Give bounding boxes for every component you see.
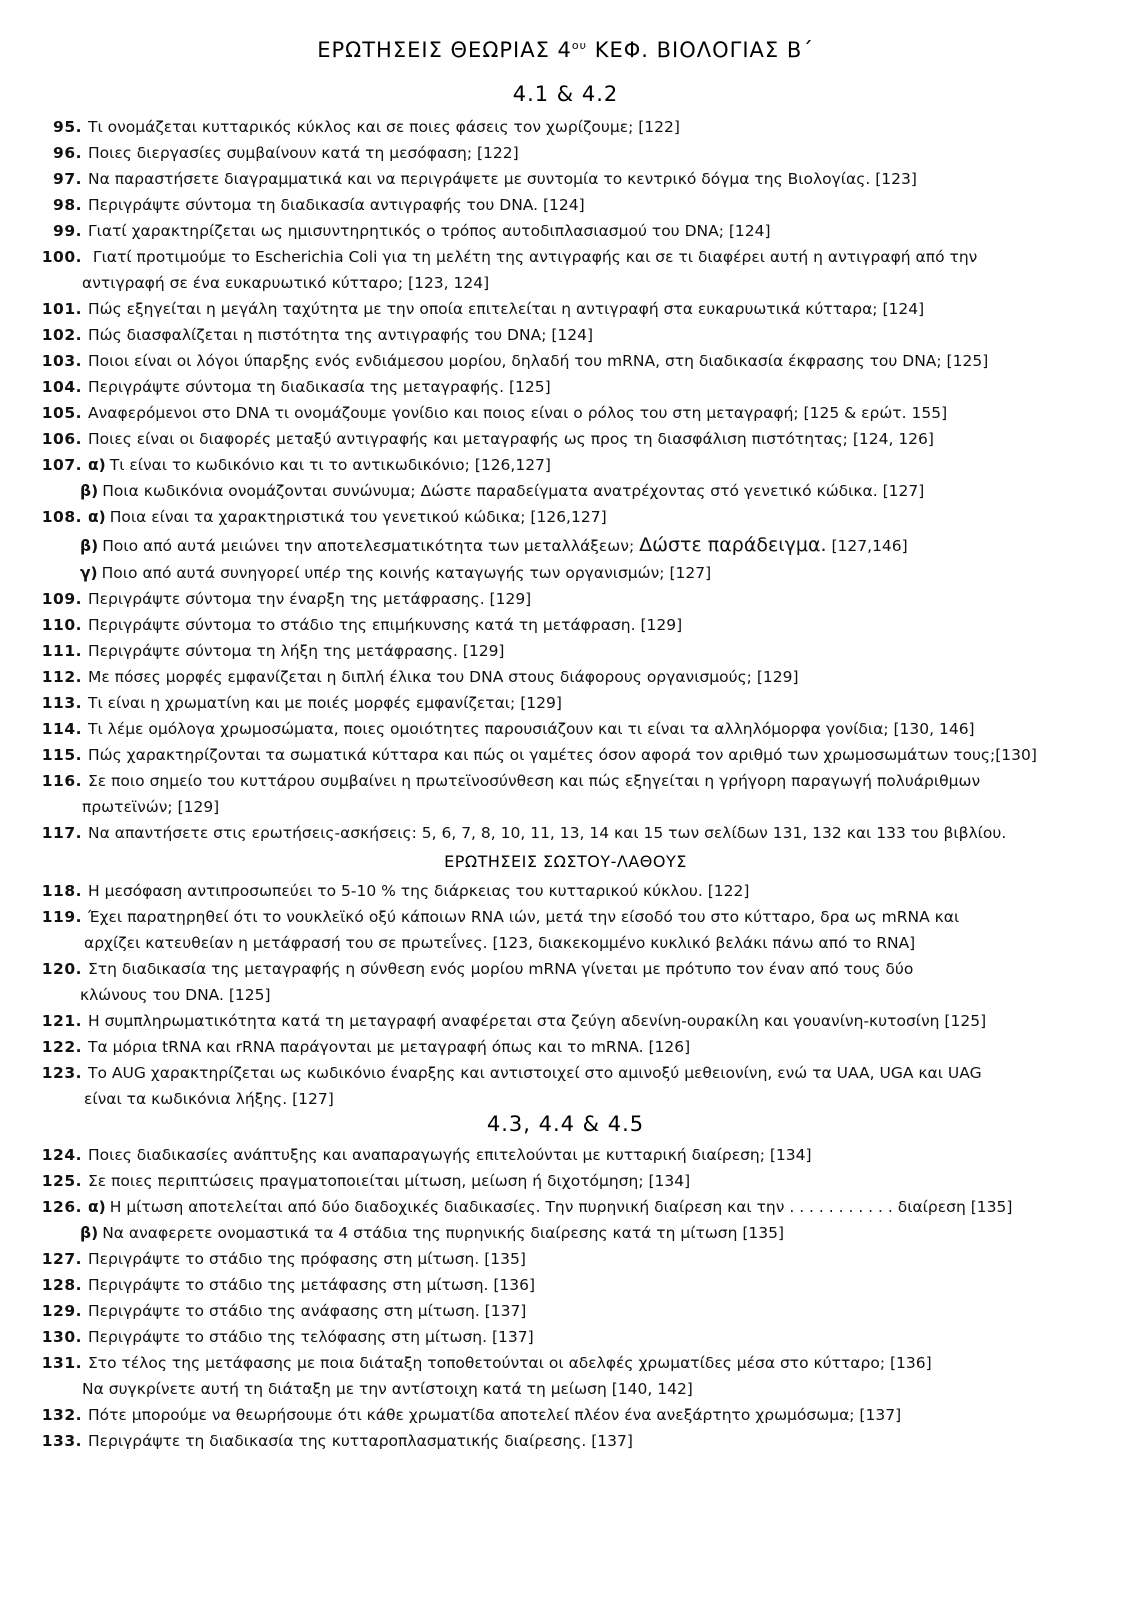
question-105: 105. Αναφερόμενοι στο DNA τι ονομάζουμε γονίδιο και ποιος είναι ο ρόλος του στη μεταγραφή; [125 & ερώτ. 155] (41, 404, 948, 422)
question-103: 103. Ποιοι είναι οι λόγοι ύπαρξης ενός ενδιάμεσου μορίου, δηλαδή του mRNA, στη διαδικασία έκφρασης του DNA; [125] (41, 352, 989, 370)
question-108: 108. α) Ποια είναι τα χαρακτηριστικά του γενετικού κώδικα; [126,127] (41, 508, 607, 526)
question-108-part-b: β) Ποιο από αυτά μειώνει την αποτελεσματικότητα των μεταλλάξεων; Δώστε παράδειγμα. [127,146] (80, 534, 908, 556)
question-114: 114. Τι λέμε ομόλογα χρωμοσώματα, ποιες ομοιότητες παρουσιάζουν και τι είναι τα αλληλόμορφα γονίδια; [130, 146] (41, 720, 975, 738)
question-116: 116. Σε ποιο σημείο του κυττάρου συμβαίνει η πρωτεϊνοσύνθεση και πώς εξηγείται η γρήγορη παραγωγή πολυάριθμων (41, 772, 981, 790)
question-100-continuation: αντιγραφή σε ένα ευκαρυωτικό κύτταρο; [123, 124] (82, 274, 490, 292)
question-95: 95. Τι ονομάζεται κυτταρικός κύκλος και σε ποιες φάσεις τον χωρίζουμε; [122] (53, 118, 680, 136)
question-128: 128. Περιγράψτε το στάδιο της μετάφασης στη μίτωση. [136] (41, 1276, 536, 1294)
question-110: 110. Περιγράψτε σύντομα το στάδιο της επιμήκυνσης κατά τη μετάφραση. [129] (41, 616, 683, 634)
question-106: 106. Ποιες είναι οι διαφορές μεταξύ αντιγραφής και μεταγραφής ως προς τη διασφάλιση πιστότητας; [124, 126] (41, 430, 934, 448)
question-111: 111. Περιγράψτε σύντομα τη λήξη της μετάφρασης. [129] (41, 642, 505, 660)
question-100: 100. Γιατί προτιμούμε το Escherichia Coli για τη μελέτη της αντιγραφής και σε τι διαφέρει αυτή η αντιγραφή από την (41, 248, 978, 266)
question-115: 115. Πώς χαρακτηρίζονται τα σωματικά κύτταρα και πώς οι γαμέτες όσον αφορά τον αριθμό των χρωμοσωμάτων τους;[130] (41, 746, 1037, 764)
question-119: 119. Έχει παρατηρηθεί ότι το νουκλεϊκό οξύ κάποιων RNA ιών, μετά την είσοδό του στο κύτταρο, δρα ως mRNA και (41, 908, 960, 926)
section-heading-4-3-4-5: 4.3, 4.4 & 4.5 (486, 1112, 645, 1136)
question-131: 131. Στο τέλος της μετάφασης με ποια διάταξη τοποθετούνται οι αδελφές χρωματίδες μέσα στο κύτταρο; [136] (41, 1354, 932, 1372)
question-122: 122. Τα μόρια tRNA και rRNA παράγονται με μεταγραφή όπως και το mRNA. [126] (41, 1038, 691, 1056)
section-heading-4-1-4-2: 4.1 & 4.2 (512, 82, 619, 106)
question-107: 107. α) Τι είναι το κωδικόνιο και τι το αντικωδικόνιο; [126,127] (41, 456, 551, 474)
question-132: 132. Πότε μπορούμε να θεωρήσουμε ότι κάθε χρωματίδα αποτελεί πλέον ένα ανεξάρτητο χρωμόσωμα; [137] (41, 1406, 902, 1424)
true-false-heading: ΕΡΩΤΗΣΕΙΣ ΣΩΣΤΟΥ-ΛΑΘΟΥΣ (444, 852, 687, 871)
question-98: 98. Περιγράψτε σύντομα τη διαδικασία αντιγραφής του DNA. [124] (53, 196, 585, 214)
question-102: 102. Πώς διασφαλίζεται η πιστότητα της αντιγραφής του DNA; [124] (41, 326, 594, 344)
question-116-continuation: πρωτεϊνών; [129] (82, 798, 220, 816)
question-108-part-c: γ) Ποιο από αυτά συνηγορεί υπέρ της κοινής καταγωγής των οργανισμών; [127] (80, 564, 712, 582)
question-130: 130. Περιγράψτε το στάδιο της τελόφασης στη μίτωση. [137] (41, 1328, 534, 1346)
question-113: 113. Τι είναι η χρωματίνη και με ποιές μορφές εμφανίζεται; [129] (41, 694, 562, 712)
question-99: 99. Γιατί χαρακτηρίζεται ως ημισυντηρητικός ο τρόπος αυτοδιπλασιασμού του DNA; [124] (53, 222, 771, 240)
question-101: 101. Πώς εξηγείται η μεγάλη ταχύτητα με την οποία επιτελείται η αντιγραφή στα ευκαρυωτικά κύτταρα; [124] (41, 300, 925, 318)
question-123-continuation: είναι τα κωδικόνια λήξης. [127] (84, 1090, 334, 1108)
question-123: 123. Το AUG χαρακτηρίζεται ως κωδικόνιο έναρξης και αντιστοιχεί στο αμινοξύ μεθειονίνη, ενώ τα UAA, UGA και UAG (41, 1064, 982, 1082)
question-97: 97. Να παραστήσετε διαγραμματικά και να περιγράψετε με συντομία το κεντρικό δόγμα της Βιολογίας. [123] (53, 170, 917, 188)
question-125: 125. Σε ποιες περιπτώσεις πραγματοποιείται μίτωση, μείωση ή διχοτόμηση; [134] (41, 1172, 691, 1190)
question-96: 96. Ποιες διεργασίες συμβαίνουν κατά τη μεσόφαση; [122] (53, 144, 519, 162)
page-title: ΕΡΩΤΗΣΕΙΣ ΘΕΩΡΙΑΣ $4^{o\upsilon}$ ΚΕΦ. ΒΙΟΛΟΓΙΑΣ Β΄ (317, 38, 814, 62)
question-129: 129. Περιγράψτε το στάδιο της ανάφασης στη μίτωση. [137] (41, 1302, 527, 1320)
question-117: 117. Να απαντήσετε στις ερωτήσεις-ασκήσεις: 5, 6, 7, 8, 10, 11, 13, 14 και 15 των σελίδων 131, 132 και 133 του βιβλίου. (41, 824, 1007, 842)
question-120-continuation: κλώνους του DNA. [125] (80, 986, 271, 1004)
question-120: 120. Στη διαδικασία της μεταγραφής η σύνθεση ενός μορίου mRNA γίνεται με πρότυπο τον έναν από τους δύο (41, 960, 914, 978)
question-121: 121. Η συμπληρωματικότητα κατά τη μεταγραφή αναφέρεται στα ζεύγη αδενίνη-ουρακίλη και γουανίνη-κυτοσίνη [125] (41, 1012, 987, 1030)
question-127: 127. Περιγράψτε το στάδιο της πρόφασης στη μίτωση. [135] (41, 1250, 526, 1268)
question-104: 104. Περιγράψτε σύντομα τη διαδικασία της μεταγραφής. [125] (41, 378, 551, 396)
question-126-part-b: β) Να αναφερετε ονομαστικά τα 4 στάδια της πυρηνικής διαίρεσης κατά τη μίτωση [135] (80, 1224, 785, 1242)
question-107-part-b: β) Ποια κωδικόνια ονομάζονται συνώνυμα; Δώστε παραδείγματα ανατρέχοντας στό γενετικό κώδικα. [127] (80, 482, 925, 500)
question-119-continuation: αρχίζει κατευθείαν η μετάφρασή του σε πρωτεΐνες. [123, διακεκομμένο κυκλικό βελάκι πάνω από το RNA] (84, 934, 916, 952)
question-131-continuation: Να συγκρίνετε αυτή τη διάταξη με την αντίστοιχη κατά τη μείωση [140, 142] (82, 1380, 693, 1398)
question-112: 112. Με πόσες μορφές εμφανίζεται η διπλή έλικα του DNA στους διάφορους οργανισμούς; [129] (41, 668, 799, 686)
question-124: 124. Ποιες διαδικασίες ανάπτυξης και αναπαραγωγής επιτελούνται με κυτταρική διαίρεση; [134] (41, 1146, 812, 1164)
question-109: 109. Περιγράψτε σύντομα την έναρξη της μετάφρασης. [129] (41, 590, 532, 608)
question-126: 126. α) Η μίτωση αποτελείται από δύο διαδοχικές διαδικασίες. Την πυρηνική διαίρεση και την . . . . . . . . . . . διαίρεση [135] (41, 1198, 1013, 1216)
question-133: 133. Περιγράψτε τη διαδικασία της κυτταροπλασματικής διαίρεσης. [137] (41, 1432, 633, 1450)
question-118: 118. Η μεσόφαση αντιπροσωπεύει το 5-10 % της διάρκειας του κυτταρικού κύκλου. [122] (41, 882, 750, 900)
